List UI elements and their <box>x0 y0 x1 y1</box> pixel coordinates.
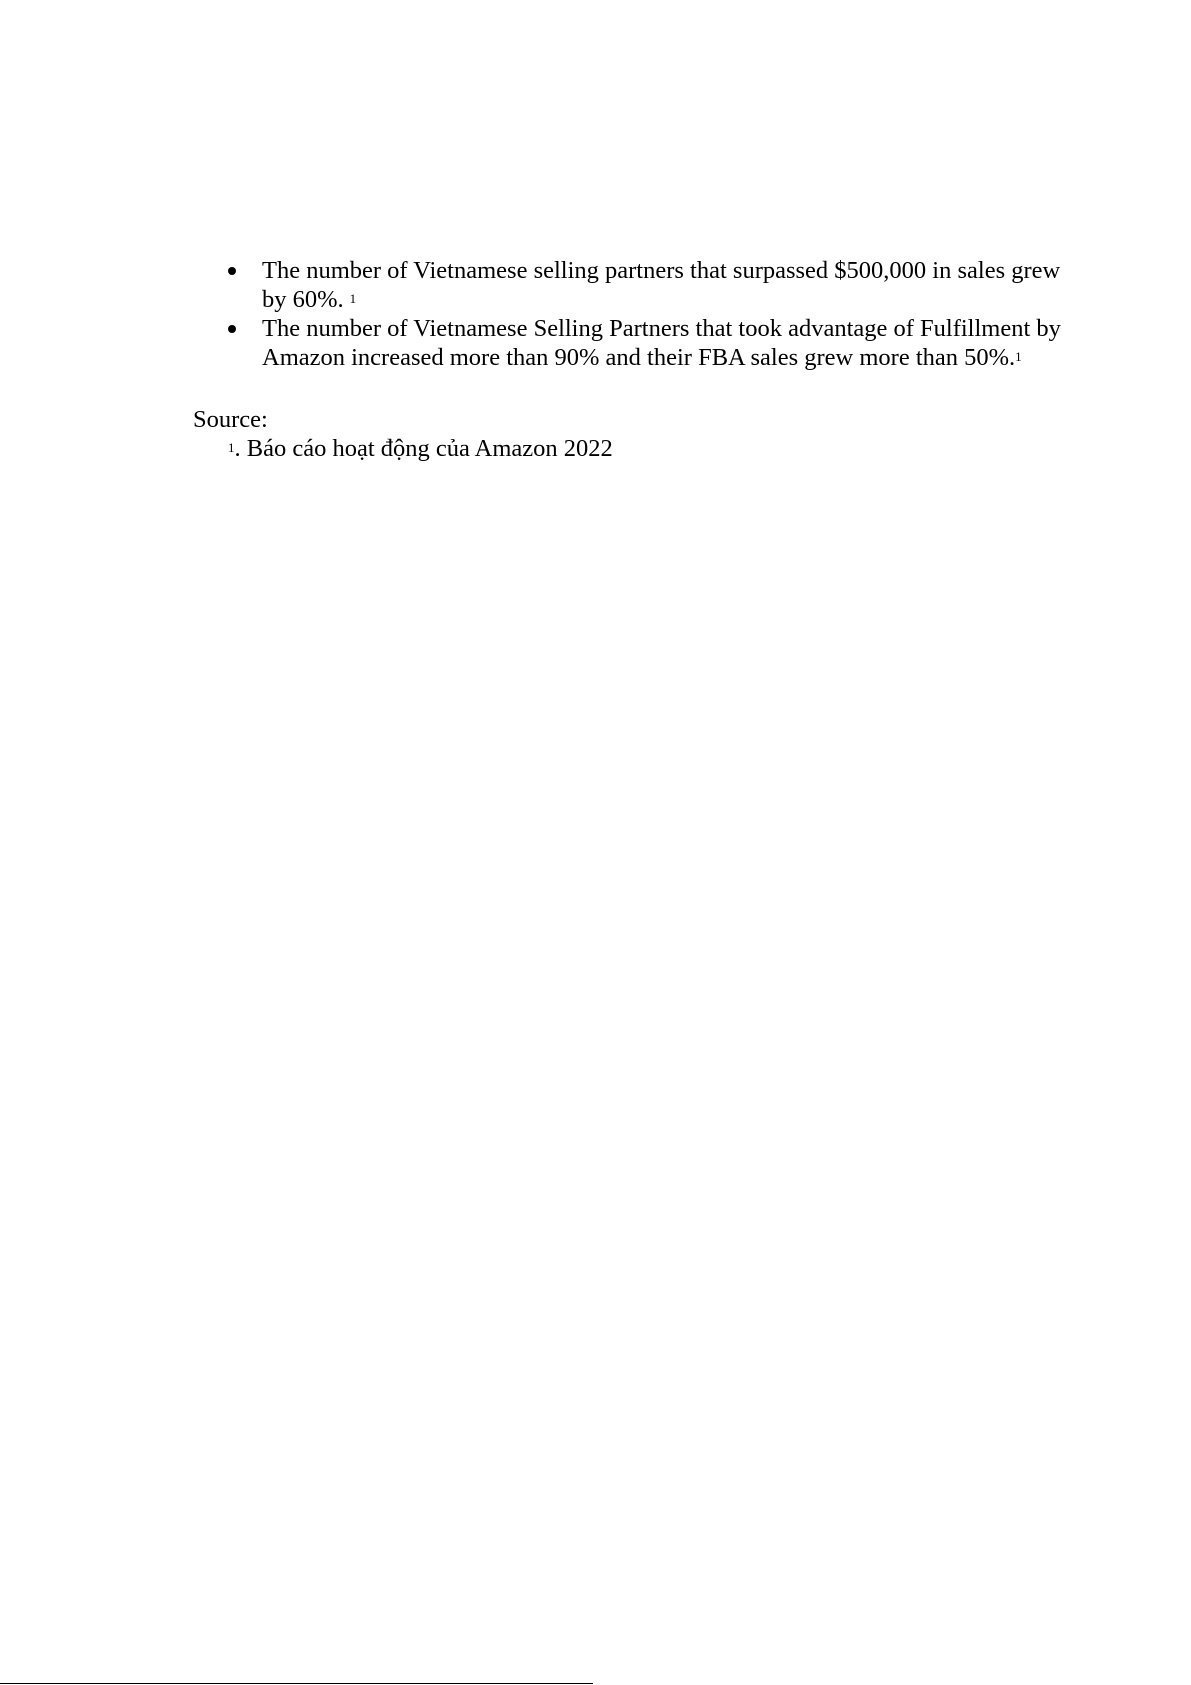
footnote-divider <box>0 1683 593 1684</box>
footnote-marker: 1 <box>349 291 357 306</box>
source-reference <box>228 434 613 463</box>
bullet-item <box>228 314 1068 372</box>
bullet-text: The number of Vietnamese selling partners that surpassed $500,000 in sales grew by 60%. <box>262 257 1061 313</box>
bullet-list <box>228 256 1068 372</box>
reference-text: . Báo cáo hoạt động của Amazon 2022 <box>234 435 613 462</box>
bullet-dot-icon <box>228 325 236 333</box>
footnote-marker: 1 <box>1015 349 1022 364</box>
bullet-item <box>228 256 1068 314</box>
bullet-dot-icon <box>228 267 236 275</box>
bullet-text: The number of Vietnamese Selling Partners that took advantage of Fulfillment by Amazon increased more than 90% and their FBA sales grew more than 50%. <box>262 315 1061 371</box>
source-label: Source: <box>193 406 268 433</box>
reference-marker: 1 <box>228 440 235 455</box>
